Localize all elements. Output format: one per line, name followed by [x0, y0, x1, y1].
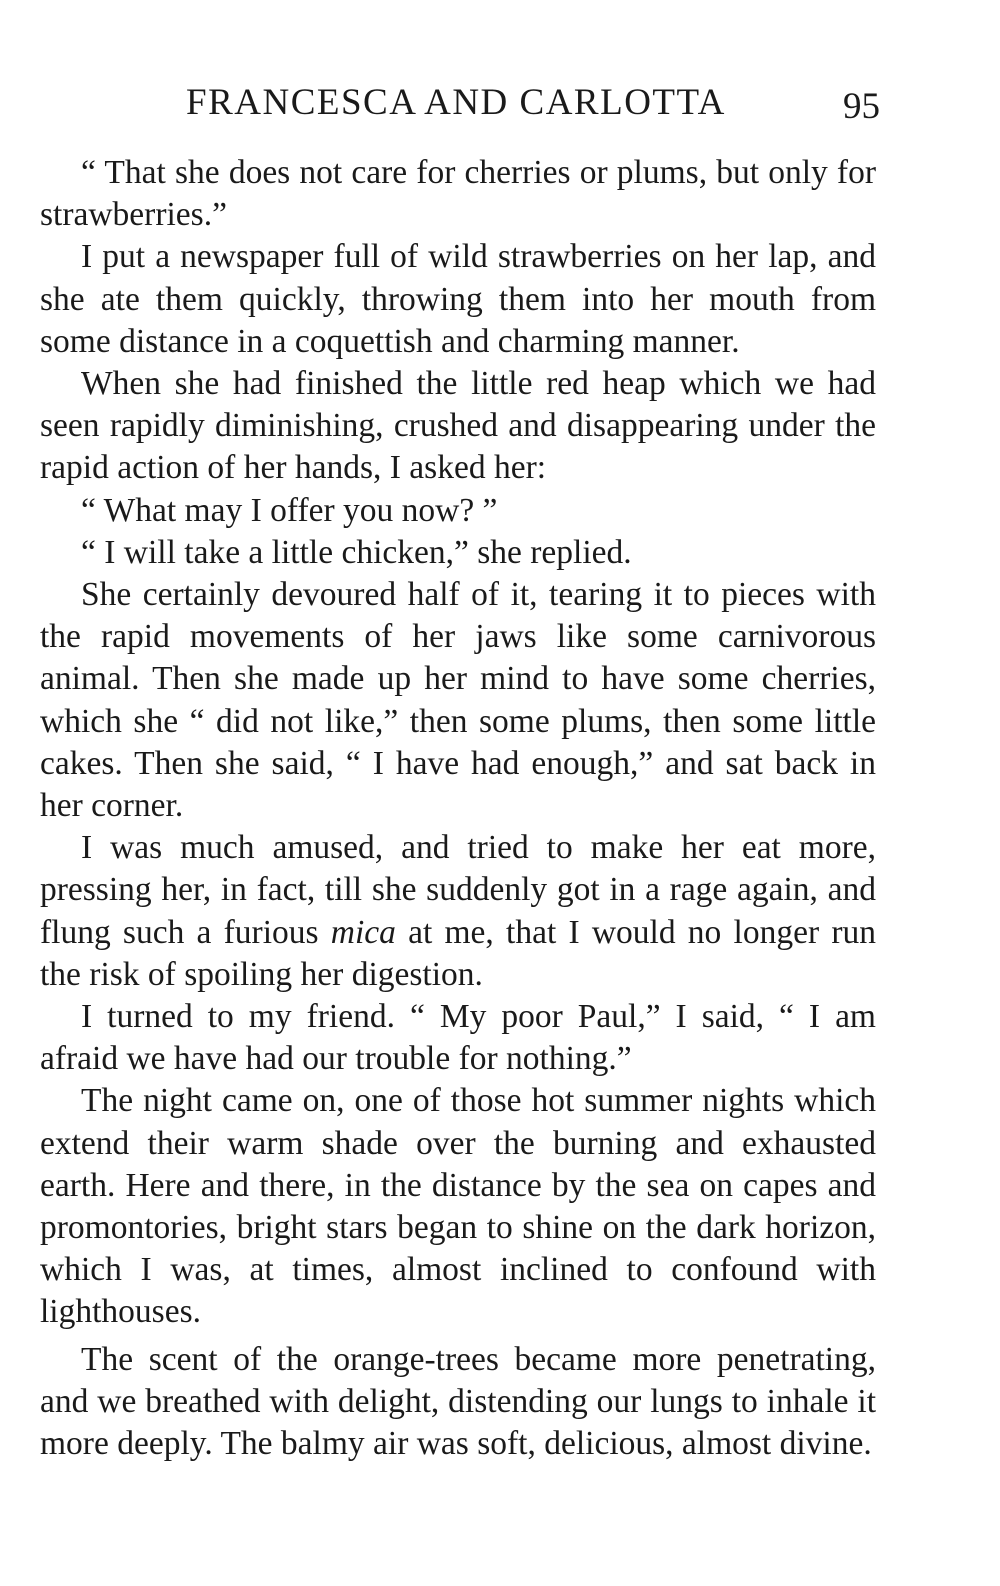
paragraph: The night came on, one of those hot summer nights which extend their warm shade over the burning and exhausted earth. Here and there, in the distance by the sea on capes and promontories, bright stars began to shine on the dark horizon, which I was, at times, almost inclined to confound with lighthouses.: [40, 1082, 876, 1331]
paragraph: “ What may I offer you now? ”: [81, 491, 498, 529]
paragraph: I turned to my friend. “ My poor Paul,” I said, “ I am afraid we have had our trouble for nothing.”: [40, 998, 876, 1078]
paragraph: [40, 827, 876, 996]
paragraph: I put a newspaper full of wild strawberries on her lap, and she ate them quickly, throwing them into her mouth from some distance in a coquettish and charming manner.: [40, 238, 876, 360]
paragraph: “ That she does not care for cherries or plums, but only for strawberries.”: [40, 154, 876, 234]
italic-word: mica: [330, 913, 396, 951]
paragraph-text: at me, that I would no longer run the risk of spoiling her digestion.: [40, 913, 876, 993]
paragraph: When she had finished the little red heap which we had seen rapidly diminishing, crushed and disappearing under the rapid action of her hands, I asked her:: [40, 365, 876, 487]
page-number: 95: [843, 86, 880, 127]
paragraph: The scent of the orange-trees became more penetrating, and we breathed with delight, distending our lungs to inhale it more deeply. The balmy air was soft, delicious, almost divine.: [40, 1340, 876, 1463]
running-title: FRANCESCA AND CARLOTTA: [186, 82, 726, 123]
paragraph-text: I was much amused, and tried to make her eat more, pressing her, in fact, till she suddenly got in a rage again, and flung such a furious: [40, 829, 876, 951]
paragraph: “ I will take a little chicken,” she replied.: [81, 533, 632, 571]
body-text: [40, 152, 876, 1465]
page-header: [40, 78, 880, 128]
paragraph: She certainly devoured half of it, tearing it to pieces with the rapid movements of her jaws like some carnivorous animal. Then she made up her mind to have some cherries, which she “ did not like,” then some plums, then some little cakes. Then she said, “ I have had enough,” and sat back in her corner.: [40, 576, 876, 825]
